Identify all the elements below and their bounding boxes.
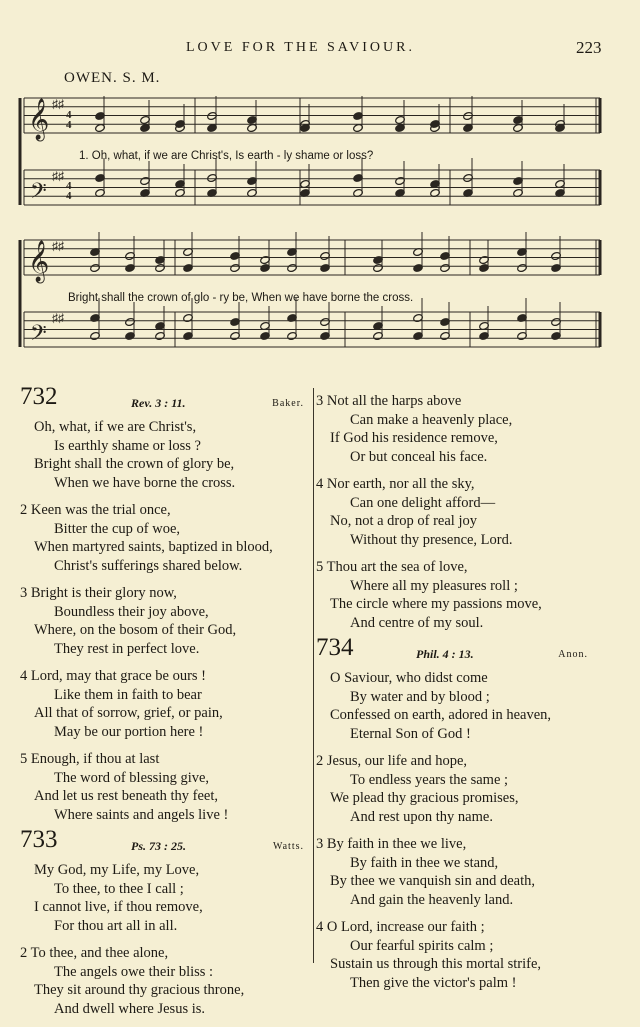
hymn-734-stanzas [316, 669, 606, 992]
stanza [316, 558, 606, 632]
hymn-header [316, 634, 606, 669]
stanza [20, 944, 308, 1018]
verse-line: Where all my pleasures roll ; [350, 577, 518, 594]
bass-clef-icon: 𝄢 [30, 321, 47, 351]
verse-line: They rest in perfect love. [54, 640, 200, 657]
scripture-reference: Ps. 73 : 25. [131, 839, 186, 853]
page-number: 223 [576, 38, 602, 57]
verse-line: By faith in thee we stand, [350, 854, 499, 871]
verse-line: All that of sorrow, grief, or pain, [34, 705, 223, 721]
stanza [316, 918, 606, 992]
verse-line: Boundless their joy above, [54, 603, 209, 620]
verse-line: 3 By faith in thee we live, [316, 836, 467, 852]
left-column [20, 383, 308, 1027]
time-signature: 4 [66, 119, 72, 131]
stanza [316, 835, 606, 909]
verse-line: Then give the victor's palm ! [350, 974, 517, 991]
verse-line: When martyred saints, baptized in blood, [34, 539, 273, 555]
stanza [20, 584, 308, 658]
verse-line: Is earthly shame or loss ? [54, 437, 201, 454]
stanza [316, 669, 606, 743]
verse-line: And centre of my soul. [350, 614, 484, 631]
music-score [0, 0, 640, 370]
verse-line: We plead thy gracious promises, [330, 790, 519, 806]
scripture-reference: Rev. 3 : 11. [131, 396, 186, 410]
bass-clef-icon: 𝄢 [30, 179, 47, 209]
treble-clef-icon: 𝄞 [28, 99, 50, 140]
verse-line: No, not a drop of real joy [330, 513, 477, 529]
verse-line: Our fearful spirits calm ; [350, 937, 494, 954]
author-name: Baker. [272, 398, 304, 409]
scripture-reference: Phil. 4 : 13. [416, 647, 474, 661]
tune-lyrics-line-2: Bright shall the crown of glo - ry be, When we have borne the cross. [68, 292, 414, 304]
tune-lyrics-line-1: 1. Oh, what, if we are Christ's, Is earth - ly shame or loss? [79, 150, 374, 162]
verse-line: 4 O Lord, increase our faith ; [316, 919, 485, 935]
verse-line: O Saviour, who didst come [330, 670, 488, 686]
verse-line: Where saints and angels live ! [54, 806, 229, 823]
verse-line: And rest upon thy name. [350, 808, 493, 825]
stanza [20, 750, 308, 824]
svg-text:♯♯: ♯♯ [52, 311, 64, 325]
time-signature: 4 [66, 109, 72, 121]
verse-line: And gain the heavenly land. [350, 891, 514, 908]
right-column [316, 390, 606, 1001]
verse-line: Bright shall the crown of glory be, [34, 456, 235, 472]
verse-line: Confessed on earth, adored in heaven, [330, 707, 552, 723]
verse-line: By thee we vanquish sin and death, [330, 873, 535, 889]
hymn-header [20, 383, 308, 418]
verse-line: May be our portion here ! [54, 723, 204, 740]
verse-line: 2 Keen was the trial once, [20, 502, 171, 518]
verse-line: To thee, to thee I call ; [54, 880, 184, 897]
verse-line: If God his residence remove, [330, 430, 498, 446]
hymn-732-stanzas [20, 418, 308, 824]
verse-line: Sustain us through this mortal strife, [330, 956, 542, 972]
svg-text:♯♯: ♯♯ [52, 97, 64, 111]
verse-line: Can one delight afford— [350, 494, 496, 511]
verse-line: Where, on the bosom of their God, [34, 622, 237, 638]
stanza [316, 392, 606, 466]
author-name: Watts. [272, 841, 304, 852]
verse-line: And dwell where Jesus is. [54, 1000, 206, 1017]
hymn-number: 733 [20, 826, 58, 853]
verse-line: Eternal Son of God ! [350, 725, 471, 742]
verse-line: 3 Bright is their glory now, [20, 585, 177, 601]
author-name: Anon. [558, 649, 588, 660]
svg-text:♯♯: ♯♯ [52, 169, 64, 183]
verse-line: 2 Jesus, our life and hope, [316, 753, 468, 769]
hymn-number: 734 [316, 634, 354, 661]
svg-text:♯♯: ♯♯ [52, 239, 64, 253]
verse-line: The word of blessing give, [54, 769, 210, 786]
verse-line: When we have borne the cross. [54, 474, 236, 491]
verse-line: Without thy presence, Lord. [350, 531, 513, 548]
verse-line: By water and by blood ; [350, 688, 490, 705]
stanza [316, 475, 606, 549]
hymn-732-continued-stanzas [316, 392, 606, 632]
stanza [20, 861, 308, 935]
stanza [20, 667, 308, 741]
verse-line: And let us rest beneath thy feet, [34, 788, 219, 804]
verse-line: 2 To thee, and thee alone, [20, 945, 169, 961]
verse-line: Christ's sufferings shared below. [54, 557, 243, 574]
verse-line: Can make a heavenly place, [350, 411, 513, 428]
hymn-733-stanzas [20, 861, 308, 1018]
time-signature: 4 [66, 180, 72, 192]
hymn-number: 732 [20, 383, 58, 410]
stanza [316, 752, 606, 826]
hymn-header [20, 826, 308, 861]
stanza [20, 501, 308, 575]
verse-line: The circle where my passions move, [330, 596, 542, 612]
verse-line: To endless years the same ; [350, 771, 509, 788]
time-signature: 4 [66, 190, 72, 202]
stanza [20, 418, 308, 492]
verse-line: The angels owe their bliss : [54, 963, 214, 980]
verse-line: I cannot live, if thou remove, [34, 899, 203, 915]
treble-clef-icon: 𝄞 [28, 241, 50, 282]
verse-line: Oh, what, if we are Christ's, [34, 419, 197, 435]
column-divider [313, 388, 314, 963]
tune-name: OWEN. S. M. [64, 70, 161, 86]
verse-line: 4 Nor earth, nor all the sky, [316, 476, 475, 492]
verse-line: 3 Not all the harps above [316, 393, 462, 409]
verse-line: Like them in faith to bear [54, 686, 202, 703]
verse-line: 5 Enough, if thou at last [20, 751, 160, 767]
verse-line: 5 Thou art the sea of love, [316, 559, 468, 575]
verse-line: Or but conceal his face. [350, 448, 488, 465]
verse-line: My God, my Life, my Love, [34, 862, 200, 878]
verse-line: For thou art all in all. [54, 917, 178, 934]
verse-line: 4 Lord, may that grace be ours ! [20, 668, 207, 684]
running-title: LOVE FOR THE SAVIOUR. [186, 40, 415, 55]
verse-line: Bitter the cup of woe, [54, 520, 181, 537]
verse-line: They sit around thy gracious throne, [34, 982, 245, 998]
